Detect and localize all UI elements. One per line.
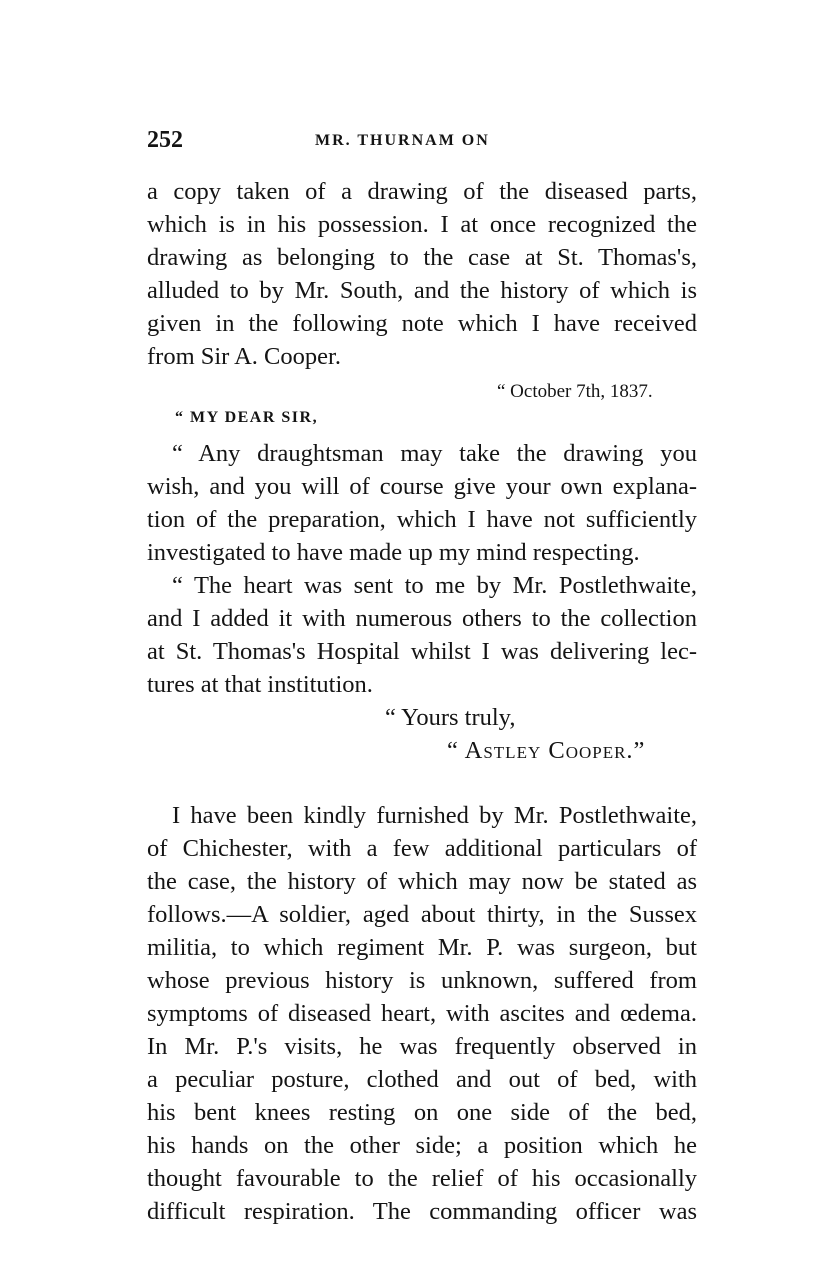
text-line: “ Any draughtsman may take the drawing you — [172, 440, 697, 467]
text-line: drawing as belonging to the case at St. Thomas's, — [147, 244, 697, 271]
text-line: thought favourable to the relief of his occasionally — [147, 1165, 697, 1192]
text-line: his bent knees resting on one side of the bed, — [147, 1099, 697, 1126]
text-line: a peculiar posture, clothed and out of bed, with — [147, 1066, 697, 1093]
letter-date: “ October 7th, 1837. — [497, 381, 653, 402]
text-line: alluded to by Mr. South, and the history of which is — [147, 277, 697, 304]
text-line: wish, and you will of course give your own explana- — [147, 473, 697, 500]
text-line: militia, to which regiment Mr. P. was surgeon, but — [147, 934, 697, 961]
text-line: at St. Thomas's Hospital whilst I was delivering lec- — [147, 638, 697, 665]
text-line: which is in his possession. I at once recognized the — [147, 211, 697, 238]
text-line: tures at that institution. — [147, 671, 373, 698]
text-line: a copy taken of a drawing of the diseased parts, — [147, 178, 697, 205]
text-line: the case, the history of which may now be stated as — [147, 868, 697, 895]
running-head: MR. THURNAM ON — [315, 132, 490, 149]
text-line: investigated to have made up my mind respecting. — [147, 539, 640, 566]
letter-signature: “ Astley Cooper.” — [447, 737, 646, 764]
text-line: symptoms of diseased heart, with ascites and œdema. — [147, 1000, 697, 1027]
text-line: of Chichester, with a few additional particulars of — [147, 835, 697, 862]
text-line: his hands on the other side; a position which he — [147, 1132, 697, 1159]
text-line: I have been kindly furnished by Mr. Postlethwaite, — [172, 802, 697, 829]
text-line: whose previous history is unknown, suffered from — [147, 967, 697, 994]
text-line: “ The heart was sent to me by Mr. Postlethwaite, — [172, 572, 697, 599]
page-header — [147, 127, 695, 157]
letter-closing: “ Yours truly, — [385, 704, 516, 731]
text-line: tion of the preparation, which I have not sufficiently — [147, 506, 697, 533]
text-line: In Mr. P.'s visits, he was frequently observed in — [147, 1033, 697, 1060]
text-line: and I added it with numerous others to the collection — [147, 605, 697, 632]
page-number: 252 — [147, 127, 183, 153]
text-line: from Sir A. Cooper. — [147, 343, 341, 370]
letter-salutation: “ MY DEAR SIR, — [175, 409, 319, 426]
text-line: given in the following note which I have received — [147, 310, 697, 337]
text-line: follows.—A soldier, aged about thirty, in the Sussex — [147, 901, 697, 928]
text-line: difficult respiration. The commanding officer was — [147, 1198, 697, 1225]
